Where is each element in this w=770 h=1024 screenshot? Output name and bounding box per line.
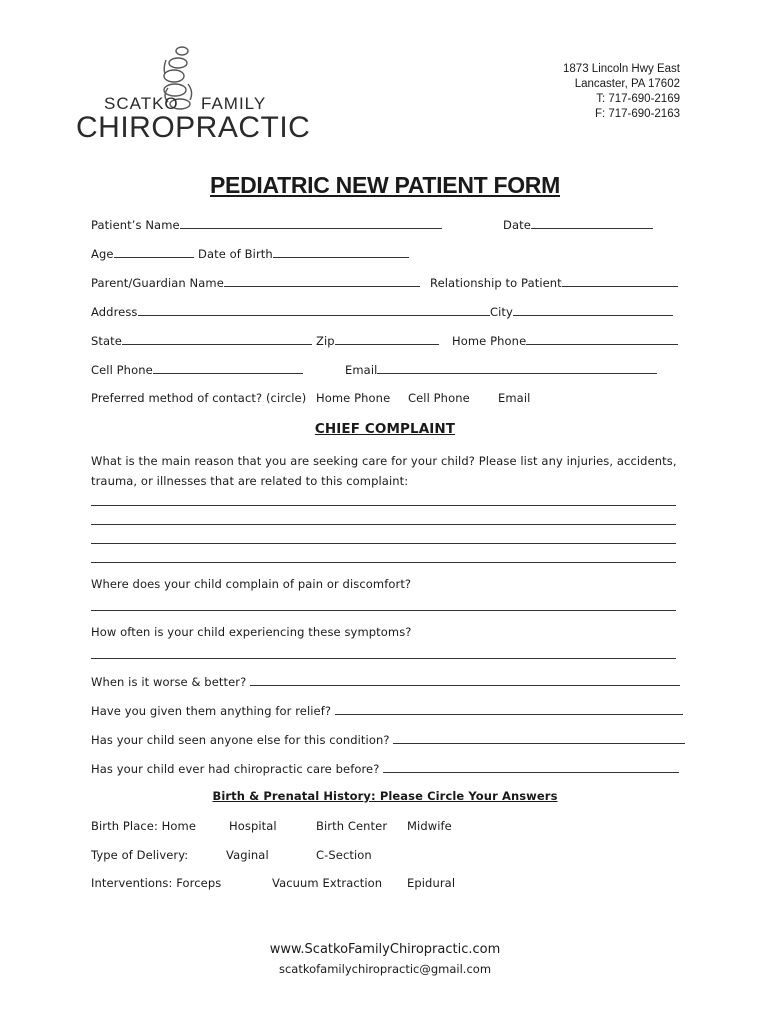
worse-better-input[interactable]: [250, 674, 680, 686]
footer-email[interactable]: scatkofamilychiropractic@gmail.com: [278, 962, 492, 976]
main-reason-answer-line[interactable]: [91, 505, 676, 506]
state-label: State: [91, 334, 122, 348]
city-field[interactable]: [490, 304, 673, 319]
guardian-input[interactable]: [224, 275, 420, 287]
age-label: Age: [91, 247, 114, 261]
interventions-label: Interventions: Forceps: [91, 876, 222, 890]
contact-pref-label: Preferred method of contact? (circle): [91, 391, 307, 405]
zip-label: Zip: [316, 334, 335, 348]
contact-option-cell[interactable]: Cell Phone: [408, 391, 470, 405]
relief-question: Have you given them anything for relief?: [91, 704, 332, 718]
form-title: PEDIATRIC NEW PATIENT FORM: [210, 172, 560, 198]
city-label: City: [490, 305, 513, 319]
main-reason-question-line1: What is the main reason that you are seeking care for your child? Please list any injuries, accidents,: [91, 454, 677, 468]
pain-answer-line[interactable]: [91, 610, 676, 611]
age-input[interactable]: [114, 246, 194, 258]
seen-other-question: Has your child seen anyone else for this condition?: [91, 733, 390, 747]
address-input[interactable]: [138, 304, 490, 316]
logo-chiropractic: CHIROPRACTIC: [76, 111, 311, 144]
date-field[interactable]: [503, 217, 653, 232]
date-label: Date: [503, 218, 531, 232]
prior-chiro-question: Has your child ever had chiropractic care before?: [91, 762, 380, 776]
logo-family: FAMILY: [201, 94, 267, 113]
birth-place-hospital[interactable]: Hospital: [229, 819, 277, 833]
birth-place-label: Birth Place: Home: [91, 819, 197, 833]
seen-other-field[interactable]: [91, 732, 685, 747]
email-label: Email: [345, 363, 378, 377]
relationship-field[interactable]: [430, 275, 678, 290]
relief-field[interactable]: [91, 703, 683, 718]
state-field[interactable]: [91, 333, 312, 348]
address-street: 1873 Lincoln Hwy East: [563, 63, 680, 75]
pain-question: Where does your child complain of pain or discomfort?: [91, 577, 412, 591]
clinic-address: [563, 62, 680, 122]
zip-input[interactable]: [335, 333, 439, 345]
main-reason-question-line2: trauma, or illnesses that are related to this complaint:: [91, 474, 409, 488]
dob-input[interactable]: [273, 246, 409, 258]
main-reason-answer-line[interactable]: [91, 562, 676, 563]
guardian-field[interactable]: [91, 275, 420, 290]
patient-name-field[interactable]: [91, 217, 442, 232]
birth-place-midwife[interactable]: Midwife: [407, 819, 452, 833]
address-phone: T: 717-690-2169: [596, 93, 680, 105]
address-fax: F: 717-690-2163: [594, 108, 680, 120]
city-input[interactable]: [513, 304, 673, 316]
state-input[interactable]: [122, 333, 312, 345]
cell-phone-input[interactable]: [153, 362, 303, 374]
relationship-input[interactable]: [562, 275, 678, 287]
seen-other-input[interactable]: [393, 732, 685, 744]
age-field[interactable]: [91, 246, 194, 261]
home-phone-input[interactable]: [526, 333, 678, 345]
cell-phone-label: Cell Phone: [91, 363, 153, 377]
contact-option-email[interactable]: Email: [498, 391, 531, 405]
intervention-epidural[interactable]: Epidural: [407, 876, 456, 890]
worse-better-question: When is it worse & better?: [91, 675, 247, 689]
logo-scatko: SCATKO: [104, 94, 179, 113]
relief-input[interactable]: [335, 703, 683, 715]
birth-place-birth-center[interactable]: Birth Center: [316, 819, 388, 833]
dob-field[interactable]: [198, 246, 409, 261]
address-label: Address: [91, 305, 138, 319]
address-field[interactable]: [91, 304, 490, 319]
guardian-label: Parent/Guardian Name: [91, 276, 224, 290]
home-phone-label: Home Phone: [452, 334, 527, 348]
address-city: Lancaster, PA 17602: [574, 78, 680, 90]
date-input[interactable]: [531, 217, 653, 229]
intervention-vacuum[interactable]: Vacuum Extraction: [272, 876, 383, 890]
dob-label: Date of Birth: [198, 247, 273, 261]
home-phone-field[interactable]: [452, 333, 678, 348]
worse-better-field[interactable]: [91, 674, 680, 689]
email-field[interactable]: [345, 362, 657, 377]
delivery-vaginal[interactable]: Vaginal: [226, 848, 269, 862]
zip-field[interactable]: [316, 333, 439, 348]
prior-chiro-field[interactable]: [91, 761, 679, 776]
email-input[interactable]: [377, 362, 657, 374]
cell-phone-field[interactable]: [91, 362, 303, 377]
patient-name-label: Patient’s Name: [91, 218, 180, 232]
contact-option-home[interactable]: Home Phone: [316, 391, 391, 405]
delivery-type-label: Type of Delivery:: [91, 848, 189, 862]
footer-website[interactable]: www.ScatkoFamilyChiropractic.com: [269, 942, 501, 957]
main-reason-answer-line[interactable]: [91, 524, 676, 525]
prior-chiro-input[interactable]: [383, 761, 679, 773]
frequency-question: How often is your child experiencing these symptoms?: [91, 625, 412, 639]
delivery-c-section[interactable]: C-Section: [316, 848, 372, 862]
patient-name-input[interactable]: [180, 217, 442, 229]
main-reason-answer-line[interactable]: [91, 543, 676, 544]
chief-complaint-heading: CHIEF COMPLAINT: [314, 421, 456, 437]
relationship-label: Relationship to Patient: [430, 276, 562, 290]
birth-history-heading: Birth & Prenatal History: Please Circle Your Answers: [212, 789, 558, 803]
frequency-answer-line[interactable]: [91, 658, 676, 659]
